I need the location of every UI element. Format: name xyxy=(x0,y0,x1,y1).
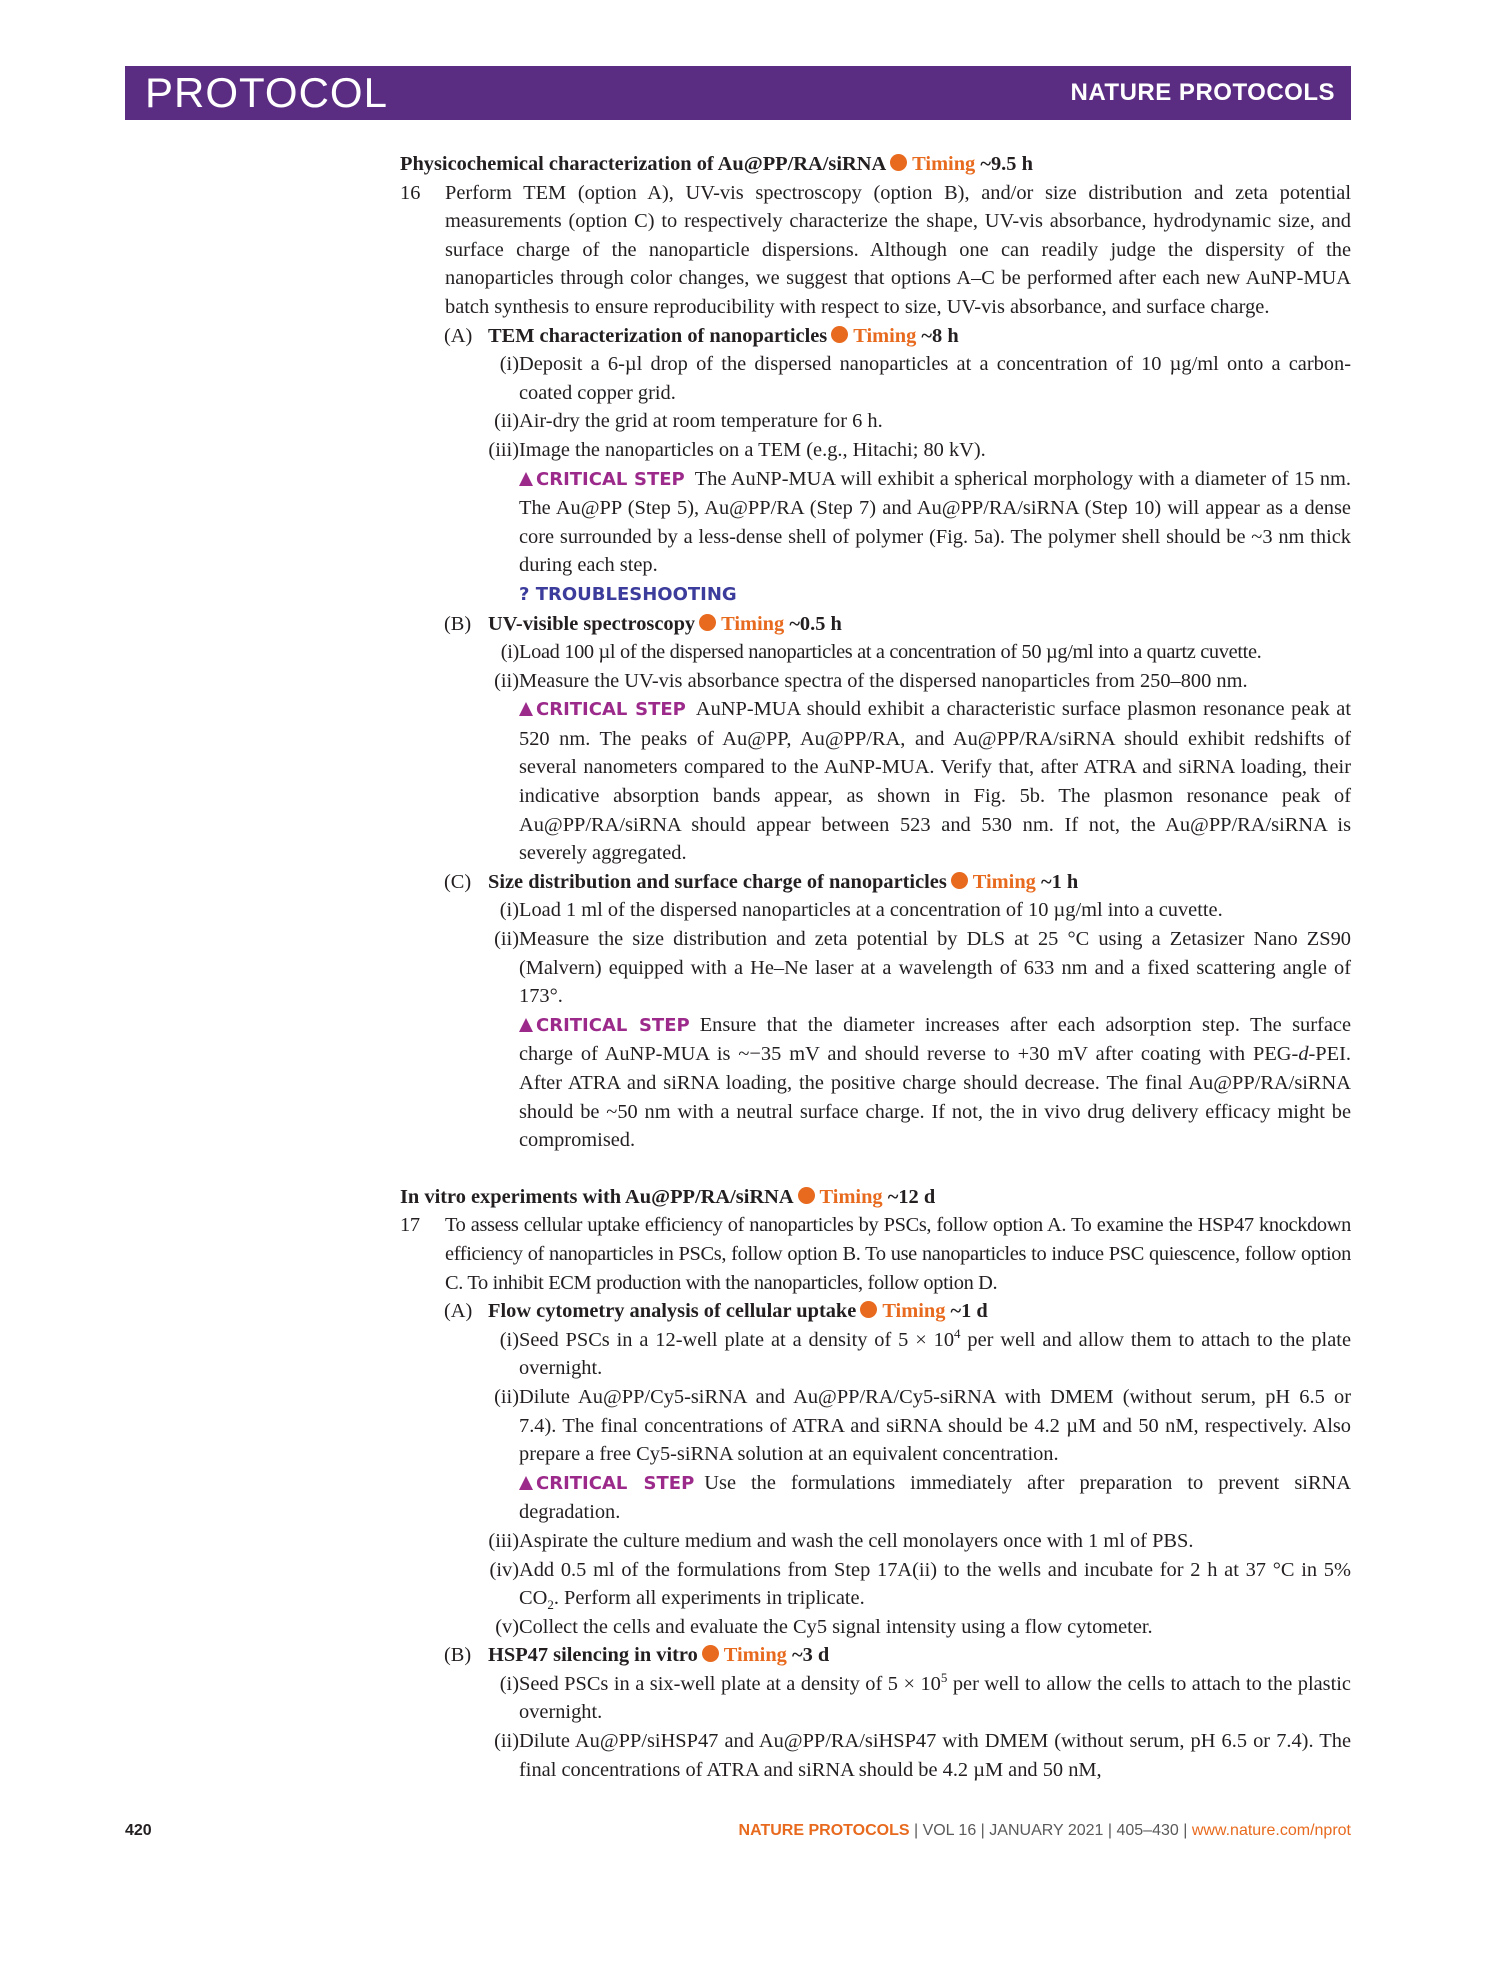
sub-step: (i) Seed PSCs in a six-well plate at a density of $5 \times 10^5$ per well to allow the cells to attach to the plastic overnight. xyxy=(499,1670,1351,1724)
sub-step: (i) Deposit a 6-µl drop of the dispersed nanoparticles at a concentration of 10 µg/ml onto a carbon-coated copper grid. xyxy=(499,353,1351,404)
journal-name: NATURE PROTOCOLS xyxy=(1070,79,1335,106)
sub-step: (ii) Air-dry the grid at room temperature for 6 h. xyxy=(494,410,883,433)
timing-dot-icon xyxy=(798,1187,815,1204)
section-heading: Physicochemical characterization of Au@PP/RA/siRNA Timing ~9.5 h xyxy=(400,153,1033,175)
citation: NATURE PROTOCOLS | VOL 16 | JANUARY 2021 | 405–430 | www.nature.com/nprot xyxy=(738,1822,1351,1839)
critical-step-note: CRITICAL STEP The AuNP-MUA will exhibit a spherical morphology with a diameter of 15 nm. The Au@PP (Step 5), Au@PP/RA (Step 7) and Au@PP/RA/siRNA (Step 10) will appear as a dense core surrounded by a less-dense shell of polymer (Fig. 5a). The polymer shell should be ~3 nm thick during each step. xyxy=(519,467,1351,577)
critical-step-note: CRITICAL STEP Ensure that the diameter increases after each adsorption step. The surface charge of AuNP-MUA is ~−35 mV and should reverse to +30 mV after coating with PEG-d-PEI. After ATRA and siRNA loading, the positive charge should decrease. The final Au@PP/RA/siRNA should be ~50 nm with a neutral surface charge. If not, the in vivo drug delivery efficacy might be compromised. xyxy=(519,1013,1351,1152)
critical-step-note: CRITICAL STEP Use the formulations immediately after preparation to prevent siRNA degradation. xyxy=(519,1471,1352,1524)
warning-triangle-icon xyxy=(519,702,533,716)
step-16: 16 Perform TEM (option A), UV-vis spectroscopy (option B), and/or size distribution and zeta potential measurements (option C) to respectively characterize the shape, UV-vis absorbance, hydrodynamic size, and surface charge of the nanoparticle dispersions. Although one can readily judge the dispersity of the nanoparticles through color changes, we suggest that options A–C be performed after each new AuNP-MUA batch synthesis to ensure reproducibility with respect to size, UV-vis absorbance, and surface charge. xyxy=(400,181,1351,318)
warning-triangle-icon xyxy=(519,1018,533,1032)
sub-step: (iii) Image the nanoparticles on a TEM (e.g., Hitachi; 80 kV). xyxy=(488,438,986,461)
troubleshooting-link[interactable]: ? TROUBLESHOOTING xyxy=(519,583,737,605)
section-heading: In vitro experiments with Au@PP/RA/siRNA Timing ~12 d xyxy=(400,1185,936,1208)
sub-step: (v) Collect the cells and evaluate the Cy5 signal intensity using a flow cytometer. xyxy=(495,1615,1153,1638)
critical-step-note: CRITICAL STEP AuNP-MUA should exhibit a characteristic surface plasmon resonance peak at 520 nm. The peaks of Au@PP, Au@PP/RA, and Au@PP/RA/siRNA should exhibit redshifts of several nanometers compared to the AuNP-MUA. Verify that, after ATRA and siRNA loading, their indicative absorption bands appear, as shown in Fig. 5b. The plasmon resonance peak of Au@PP/RA/siRNA should appear between 523 and 530 nm. If not, the Au@PP/RA/siRNA is severely aggregated. xyxy=(519,698,1352,865)
option-heading: (A) Flow cytometry analysis of cellular uptake Timing ~1 d xyxy=(444,1300,988,1323)
timing-dot-icon xyxy=(702,1645,719,1662)
journal-url-link[interactable]: www.nature.com/nprot xyxy=(1191,1822,1351,1839)
page-footer xyxy=(125,1822,1351,1846)
sub-step: (ii) Dilute Au@PP/Cy5-siRNA and Au@PP/RA/Cy5-siRNA with DMEM (without serum, pH 6.5 or 7.4). The final concentrations of ATRA and siRNA should be 4.2 µM and 50 nM, respectively. Also prepare a free Cy5-siRNA solution at an equivalent concentration. xyxy=(494,1385,1351,1466)
option-heading: (B) UV-visible spectroscopy Timing ~0.5 h xyxy=(444,612,842,635)
warning-triangle-icon xyxy=(519,1476,533,1490)
timing-dot-icon xyxy=(890,154,907,171)
option-heading: (A) TEM characterization of nanoparticles Timing ~8 h xyxy=(444,324,959,347)
sub-step: (iv) Add 0.5 ml of the formulations from Step 17A(ii) to the wells and incubate for 2 h at 37 °C in 5% $CO_2$. Perform all experiments in triplicate. xyxy=(489,1558,1351,1613)
sub-step: (ii) Measure the size distribution and zeta potential by DLS at 25 °C using a Zetasizer Nano ZS90 (Malvern) equipped with a He–Ne laser at a wavelength of 633 nm and a fixed scattering angle of 173°. xyxy=(494,928,1351,1008)
option-heading: (B) HSP47 silencing in vitro Timing ~3 d xyxy=(444,1644,830,1667)
sub-step: (i) Load 100 µl of the dispersed nanoparticles at a concentration of 50 µg/ml into a quartz cuvette. xyxy=(500,641,1262,664)
step-17: 17 To assess cellular uptake efficiency of nanoparticles by PSCs, follow option A. To examine the HSP47 knockdown efficiency of nanoparticles in PSCs, follow option B. To use nanoparticles to induce PSC quiescence, follow option C. To inhibit ECM production with the nanoparticles, follow option D. xyxy=(400,1214,1351,1294)
warning-triangle-icon xyxy=(519,472,533,486)
sub-step: (iii) Aspirate the culture medium and wash the cell monolayers once with 1 ml of PBS. xyxy=(488,1529,1194,1552)
timing-dot-icon xyxy=(951,872,968,889)
section-label: PROTOCOL xyxy=(145,69,388,116)
timing-dot-icon xyxy=(831,326,848,343)
sub-step: (i) Load 1 ml of the dispersed nanoparticles at a concentration of 10 µg/ml into a cuvette. xyxy=(499,899,1223,922)
timing-dot-icon xyxy=(699,614,716,631)
sub-step: (ii) Dilute Au@PP/siHSP47 and Au@PP/RA/siHSP47 with DMEM (without serum, pH 6.5 or 7.4). The final concentrations of ATRA and siRNA should be 4.2 µM and 50 nM, xyxy=(494,1730,1351,1781)
header-banner xyxy=(125,66,1351,120)
protocol-body xyxy=(400,150,1351,1784)
timing-dot-icon xyxy=(860,1301,877,1318)
sub-step: (i) Seed PSCs in a 12-well plate at a density of $5 \times 10^4$ per well and allow them to attach to the plate overnight. xyxy=(499,1325,1351,1380)
page-number: 420 xyxy=(125,1822,152,1839)
option-heading: (C) Size distribution and surface charge of nanoparticles Timing ~1 h xyxy=(444,870,1079,893)
sub-step: (ii) Measure the UV-vis absorbance spectra of the dispersed nanoparticles from 250–800 nm. xyxy=(494,669,1248,692)
